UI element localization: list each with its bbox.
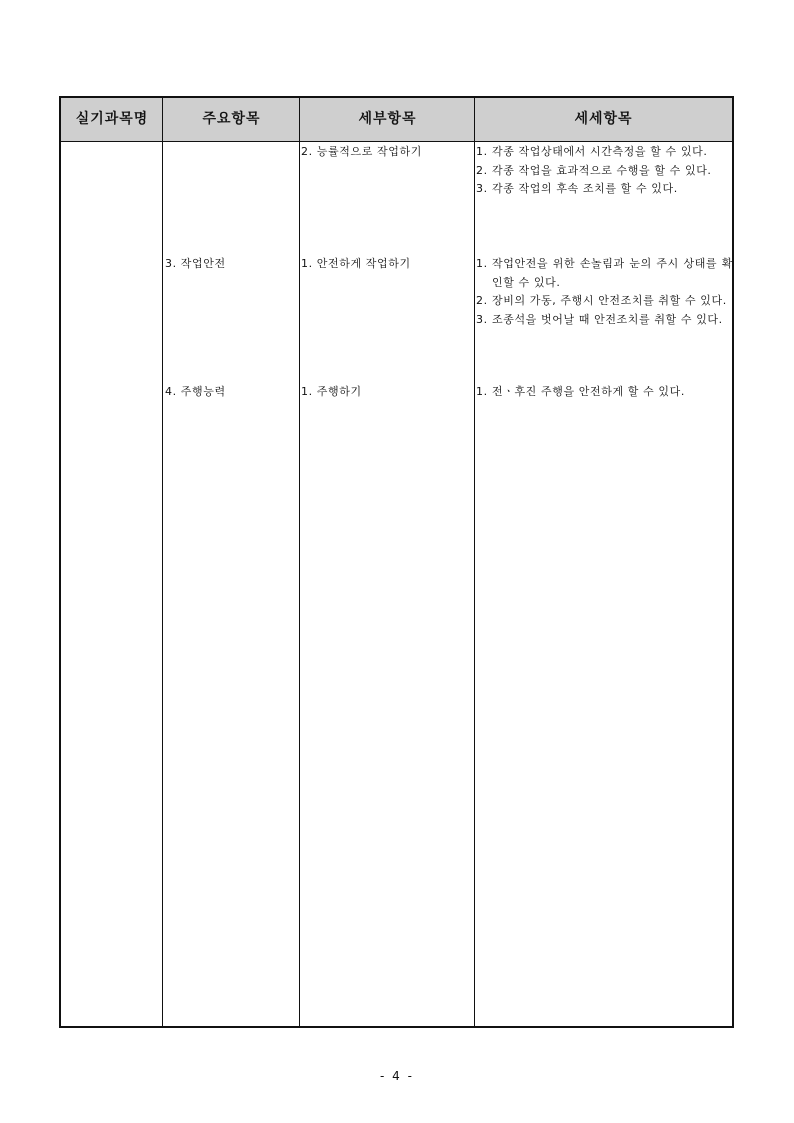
header-subject: 실기과목명 xyxy=(75,111,149,127)
item-number: 3. xyxy=(476,312,488,326)
detail-item-cell: 1. 주행하기 xyxy=(301,385,362,398)
header-main-item: 주요항목 xyxy=(202,111,261,127)
header-detail-item: 세부항목 xyxy=(358,111,417,127)
item-number: 1. xyxy=(476,385,488,398)
list-item xyxy=(476,255,733,292)
item-number: 1. xyxy=(476,145,488,158)
item-number: 3. xyxy=(476,182,488,195)
item-number: 1. xyxy=(476,257,488,270)
item-number: 2. xyxy=(476,163,488,177)
list-item xyxy=(476,292,733,311)
list-item xyxy=(476,383,733,402)
item-text: 각종 작업상태에서 시간측정을 할 수 있다. xyxy=(492,145,708,158)
list-item xyxy=(476,311,733,330)
column-divider xyxy=(299,98,300,1026)
item-text: 각종 작업의 후속 조치를 할 수 있다. xyxy=(492,182,678,195)
sub-item-list xyxy=(476,143,733,199)
item-text: 전ㆍ후진 주행을 안전하게 할 수 있다. xyxy=(492,385,685,398)
list-item xyxy=(476,180,733,199)
header-sub-item: 세세항목 xyxy=(574,111,633,127)
sub-item-list xyxy=(476,383,733,402)
list-item xyxy=(476,162,733,181)
list-item xyxy=(476,143,733,162)
page-number: - 4 - xyxy=(380,1069,414,1083)
subject-table xyxy=(59,96,734,1028)
detail-item-cell: 2. 능률적으로 작업하기 xyxy=(301,145,422,158)
column-divider xyxy=(474,98,475,1026)
item-number: 2. xyxy=(476,294,488,307)
column-divider xyxy=(162,98,163,1026)
item-text: 장비의 가동, 주행시 안전조치를 취할 수 있다. xyxy=(492,294,727,307)
sub-item-list xyxy=(476,255,733,329)
item-text: 각종 작업을 효과적으로 수행을 할 수 있다. xyxy=(492,163,712,177)
main-item-cell: 3. 작업안전 xyxy=(165,257,226,270)
item-text: 조종석을 벗어날 때 안전조치를 취할 수 있다. xyxy=(492,312,723,326)
item-text: 작업안전을 위한 손놀림과 눈의 주시 상태를 확인할 수 있다. xyxy=(492,257,733,289)
detail-item-cell: 1. 안전하게 작업하기 xyxy=(301,257,411,270)
main-item-cell: 4. 주행능력 xyxy=(165,385,226,398)
